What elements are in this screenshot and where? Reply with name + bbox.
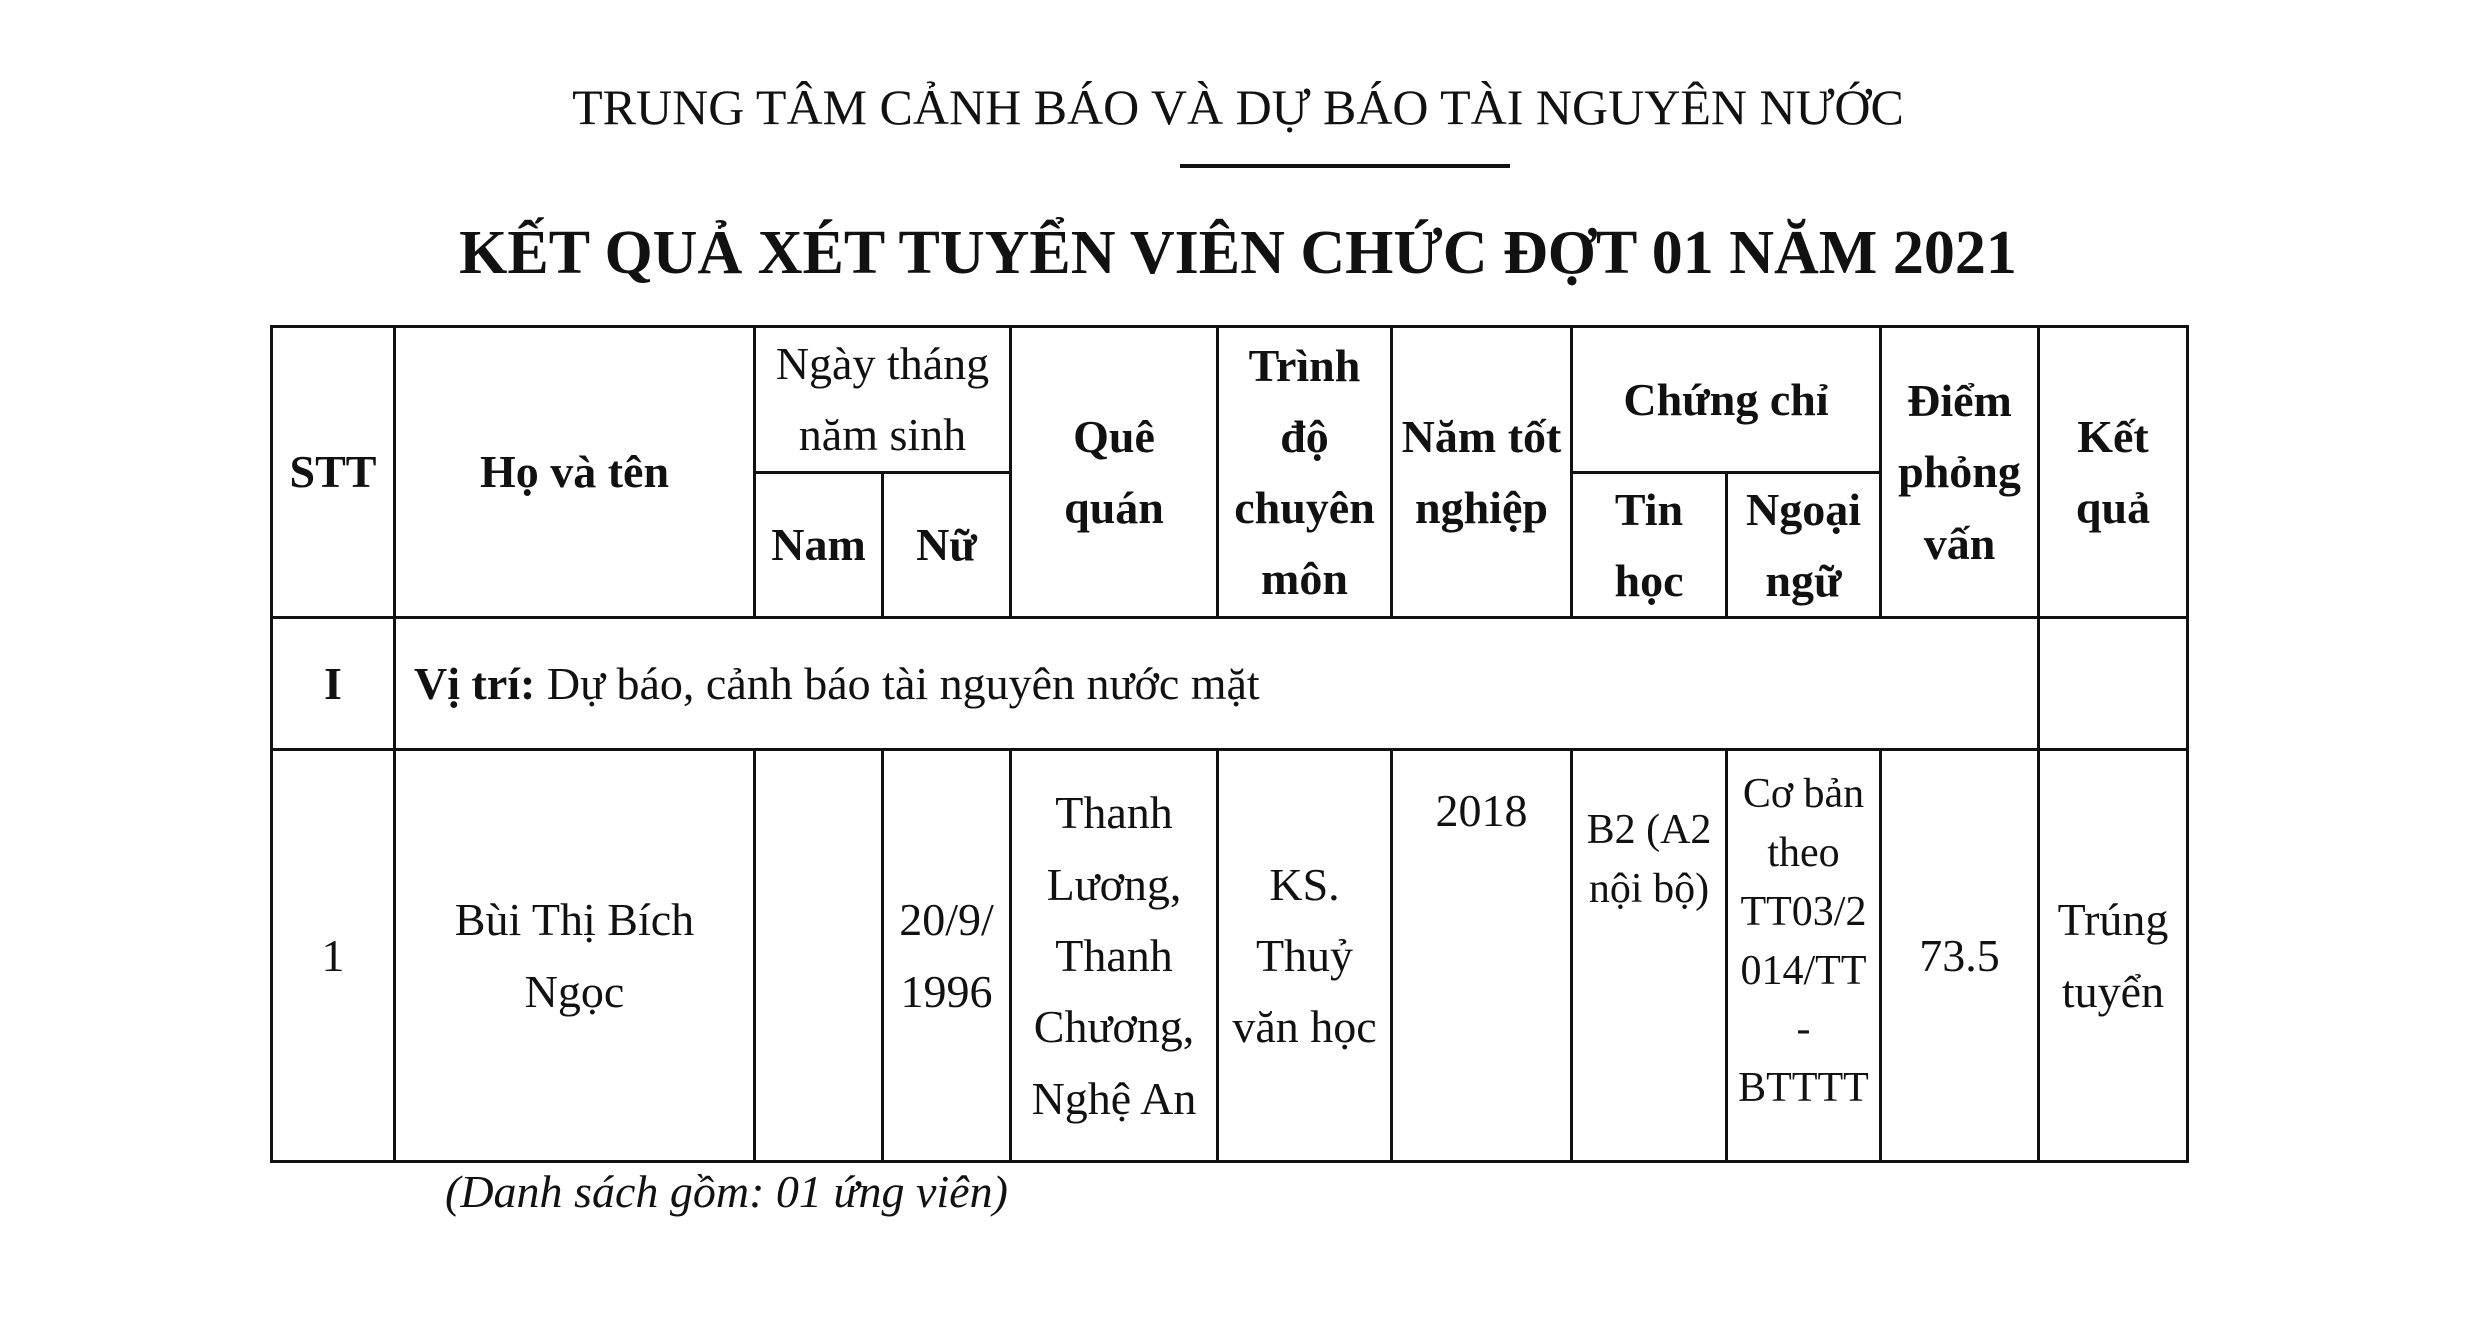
header-dob-male: Nam — [755, 472, 883, 618]
section-row — [272, 618, 2188, 750]
header-interview-score: Điểm phỏng vấn — [1881, 327, 2039, 618]
section-label-text: Dự báo, cảnh báo tài nguyên nước mặt — [535, 658, 1260, 710]
header-result: Kết quả — [2039, 327, 2188, 618]
header-hometown: Quê quán — [1011, 327, 1218, 618]
section-number: I — [272, 618, 395, 750]
cell-dob-male — [755, 750, 883, 1162]
results-table — [270, 325, 2189, 1163]
header-cert-it: Tin học — [1572, 472, 1727, 618]
table-row — [272, 750, 2188, 1162]
header-dob-female: Nữ — [883, 472, 1011, 618]
cell-education: KS. Thuỷ văn học — [1218, 750, 1392, 1162]
cell-interview-score: 73.5 — [1881, 750, 2039, 1162]
organization-name: TRUNG TÂM CẢNH BÁO VÀ DỰ BÁO TÀI NGUYÊN NƯỚC — [572, 79, 1904, 135]
header-stt: STT — [272, 327, 395, 618]
cell-cert-it: B2 (A2 nội bộ) — [1572, 750, 1727, 1162]
document-title: KẾT QUẢ XÉT TUYỂN VIÊN CHỨC ĐỢT 01 NĂM 2021 — [459, 219, 2017, 287]
cell-name: Bùi Thị Bích Ngọc — [395, 750, 755, 1162]
organization-underline — [1180, 164, 1510, 168]
header-education: Trình độ chuyên môn — [1218, 327, 1392, 618]
header-name: Họ và tên — [395, 327, 755, 618]
cell-grad-year: 2018 — [1392, 750, 1572, 1162]
cell-dob-female: 20/9/ 1996 — [883, 750, 1011, 1162]
section-label-prefix: Vị trí: — [414, 658, 536, 710]
header-grad-year: Năm tốt nghiệp — [1392, 327, 1572, 618]
header-certificates: Chứng chỉ — [1572, 327, 1881, 473]
cell-stt: 1 — [272, 750, 395, 1162]
cell-cert-language: Cơ bản theo TT03/2 014/TT - BTTTT — [1727, 750, 1881, 1162]
section-label — [395, 618, 2039, 750]
cell-hometown: Thanh Lương, Thanh Chương, Nghệ An — [1011, 750, 1218, 1162]
header-cert-language: Ngoại ngữ — [1727, 472, 1881, 618]
footer-note: (Danh sách gồm: 01 ứng viên) — [445, 1166, 1008, 1217]
section-empty-cell — [2039, 618, 2188, 750]
cell-result: Trúng tuyển — [2039, 750, 2188, 1162]
header-dob: Ngày tháng năm sinh — [755, 327, 1011, 473]
